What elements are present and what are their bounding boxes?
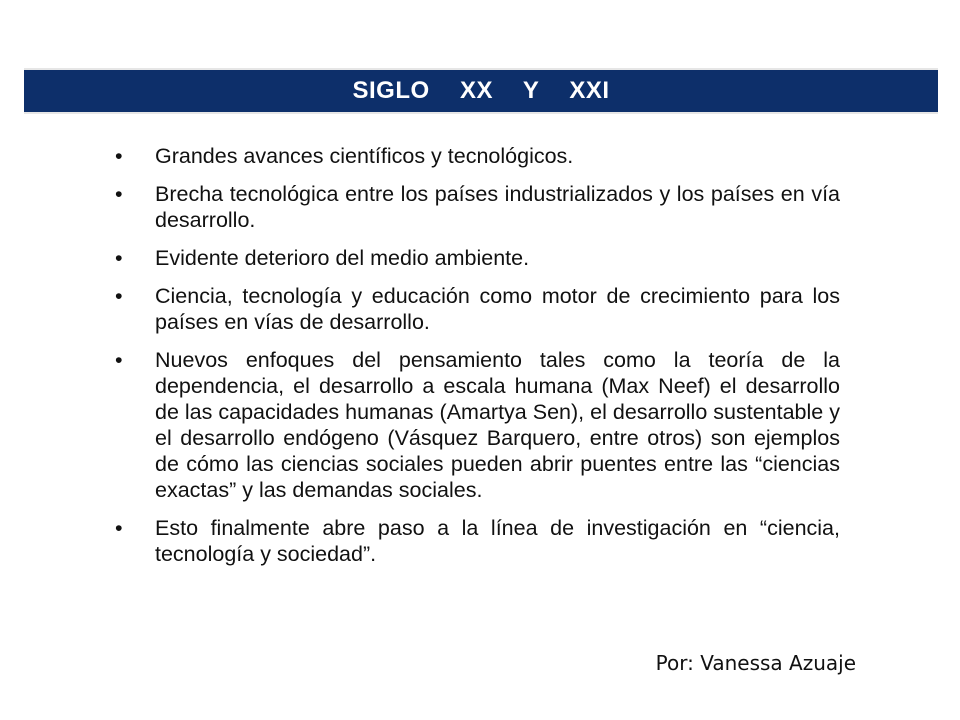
bullet-text: Nuevos enfoques del pensamiento tales como la teoría de la dependencia, el desarrollo a escala humana (Max Neef) el desarrollo de las capacidades humanas (Amartya Sen), el desarrollo sustentable y el desarrollo endógeno (Vásquez Barquero, entre otros) son ejemplos de cómo las ciencias sociales pueden abrir puentes entre las “ciencias exactas” y las demandas sociales.: [155, 348, 840, 502]
slide-title: SIGLO XX Y XXI: [352, 77, 610, 104]
bullet-dot-icon: •: [115, 246, 123, 270]
bullet-item: [115, 181, 840, 233]
bullet-dot-icon: •: [115, 144, 123, 168]
bullet-item: [115, 515, 840, 567]
bullet-dot-icon: •: [115, 348, 123, 372]
bullet-text: Brecha tecnológica entre los países industrializados y los países en vía desarrollo.: [155, 182, 840, 232]
bullet-dot-icon: •: [115, 284, 123, 308]
bullet-text: Ciencia, tecnología y educación como motor de crecimiento para los países en vías de desarrollo.: [155, 284, 840, 334]
bullet-list: [115, 143, 840, 579]
bullet-dot-icon: •: [115, 516, 123, 540]
bullet-item: [115, 283, 840, 335]
title-bar: [24, 68, 938, 114]
bullet-item: [115, 143, 840, 169]
bullet-item: [115, 347, 840, 503]
bullet-text: Grandes avances científicos y tecnológicos.: [155, 144, 574, 168]
author-credit: Por: Vanessa Azuaje: [655, 651, 856, 675]
bullet-dot-icon: •: [115, 182, 123, 206]
bullet-item: [115, 245, 840, 271]
bullet-text: Esto finalmente abre paso a la línea de investigación en “ciencia, tecnología y sociedad”.: [155, 516, 840, 566]
bullet-text: Evidente deterioro del medio ambiente.: [155, 246, 530, 270]
